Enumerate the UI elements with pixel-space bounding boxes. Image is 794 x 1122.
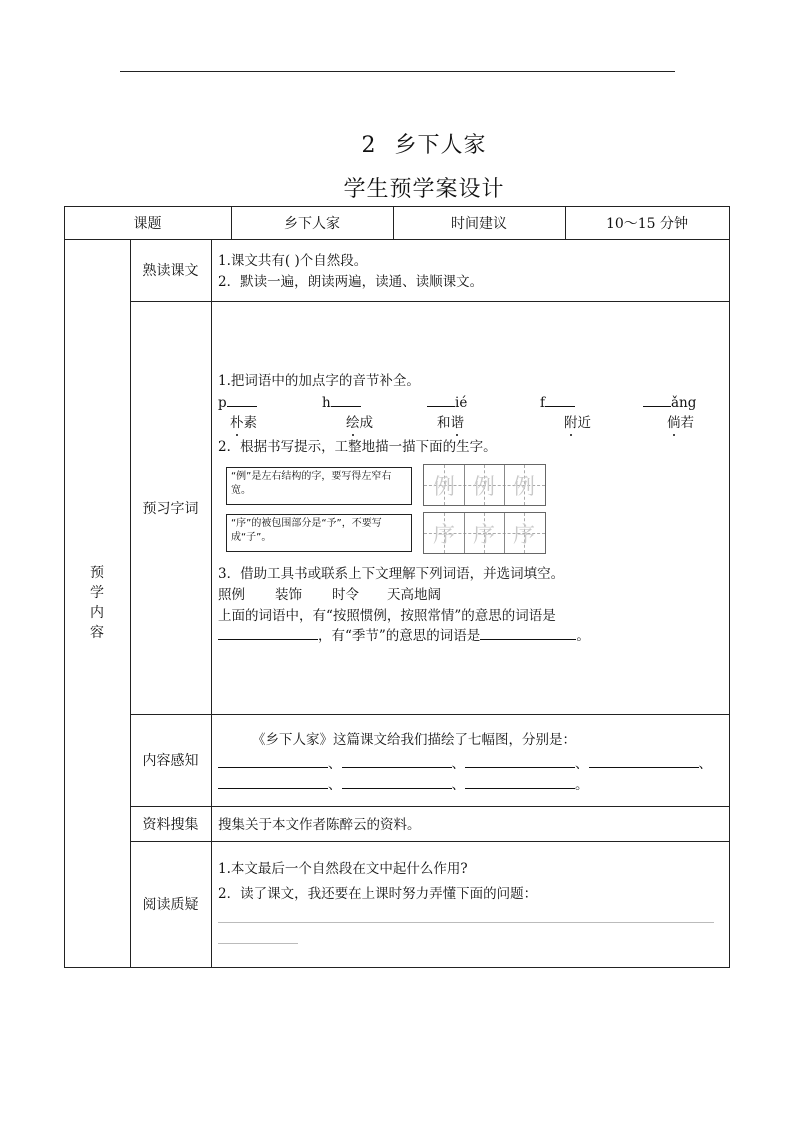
reading-label: 熟读课文 xyxy=(142,263,199,279)
perception-label: 内容感知 xyxy=(142,753,199,769)
vocab-q2: 2．根据书写提示，工整地描一描下面的生字。 xyxy=(218,439,497,455)
lesson-number: 2 xyxy=(361,133,377,158)
word-choice-3: 时令 xyxy=(332,587,359,603)
word-choices xyxy=(218,586,441,604)
questions-label: 阅读质疑 xyxy=(142,897,199,913)
picture-blank-4[interactable] xyxy=(589,767,699,768)
fill-blank-2[interactable] xyxy=(480,639,576,640)
picture-blank-6[interactable] xyxy=(342,788,452,789)
writing-hint-1: “例”是左右结构的字，要写得左窄右宽。 xyxy=(226,467,412,505)
picture-blank-1[interactable] xyxy=(218,767,328,768)
word-pusu: 朴素 xyxy=(230,415,257,431)
word-huicheng: 绘成 xyxy=(346,415,373,431)
word-hexie: 和谐 xyxy=(437,415,464,431)
vocab-q3-line2: ，有“季节”的意思的词语是 。 xyxy=(218,627,590,645)
pinyin-blank-5[interactable]: ǎng xyxy=(643,394,696,412)
picture-blank-7[interactable] xyxy=(465,788,575,789)
lesson-title xyxy=(0,128,794,159)
question-2: 2．读了课文，我还要在上课时努力弄懂下面的问题： xyxy=(218,886,538,902)
word-choice-2: 装饰 xyxy=(275,587,302,603)
lesson-title-text: 乡下人家 xyxy=(394,133,487,158)
vocab-q3: 3．借助工具书或联系上下文理解下列词语，并选词填空。 xyxy=(218,566,565,582)
perception-blanks-row2: 、 、 。 xyxy=(218,776,589,794)
pinyin-blank-2[interactable]: h xyxy=(322,394,361,412)
writing-hint-2: “序”的被包围部分是“予”，不要写成“子”。 xyxy=(226,514,412,552)
fill-blank-1[interactable] xyxy=(218,639,318,640)
time-value: 10～15 分钟 xyxy=(605,215,689,232)
prestudy-table xyxy=(64,206,730,968)
section-label: 预学内容 xyxy=(90,565,104,641)
trace-char-li-3: 例 xyxy=(512,474,535,500)
time-label: 时间建议 xyxy=(451,215,507,232)
trace-char-xu-3: 序 xyxy=(512,522,535,548)
topic-label: 课题 xyxy=(133,215,162,232)
reading-line2: 2．默读一遍，朗读两遍，读通、读顺课文。 xyxy=(218,274,484,290)
materials-text: 搜集关于本文作者陈醉云的资料。 xyxy=(218,817,421,833)
vocab-q3-line1: 上面的词语中，有“按照惯例，按照常情”的意思的词语是 xyxy=(218,608,556,624)
question-1: 1.本文最后一个自然段在文中起什么作用? xyxy=(218,861,468,877)
word-fujin: 附近 xyxy=(564,415,591,431)
tracing-grid-1[interactable] xyxy=(423,464,546,506)
picture-blank-2[interactable] xyxy=(342,767,452,768)
header-rule xyxy=(120,71,675,72)
answer-line-1[interactable] xyxy=(218,922,714,923)
picture-blank-5[interactable] xyxy=(218,788,328,789)
tracing-grid-2[interactable] xyxy=(423,512,546,554)
trace-char-xu-2: 序 xyxy=(464,513,505,553)
pinyin-blank-4[interactable]: f xyxy=(540,394,575,412)
word-choice-1: 照例 xyxy=(218,587,245,603)
picture-blank-3[interactable] xyxy=(465,767,575,768)
page-subtitle: 学生预学案设计 xyxy=(343,177,505,202)
materials-label: 资料搜集 xyxy=(142,816,199,833)
word-tangruo: 倘若 xyxy=(667,415,694,431)
answer-line-2[interactable] xyxy=(218,943,298,944)
trace-char-xu-1: 序 xyxy=(424,513,465,553)
pinyin-blank-1[interactable]: p xyxy=(218,394,257,412)
reading-line1: 1.课文共有( )个自然段。 xyxy=(218,253,368,269)
trace-char-li-2: 例 xyxy=(464,465,505,505)
vocab-label: 预习字词 xyxy=(142,500,199,517)
word-choice-4: 天高地阔 xyxy=(387,587,441,603)
vocab-q1: 1.把词语中的加点字的音节补全。 xyxy=(218,373,420,389)
perception-blanks-row1: 、 、 、 、 xyxy=(218,755,712,773)
topic-value: 乡下人家 xyxy=(284,215,340,232)
pinyin-blank-3[interactable]: ié xyxy=(427,394,467,412)
trace-char-li-1: 例 xyxy=(424,465,465,505)
perception-intro: 《乡下人家》这篇课文给我们描绘了七幅图，分别是： xyxy=(252,732,576,748)
